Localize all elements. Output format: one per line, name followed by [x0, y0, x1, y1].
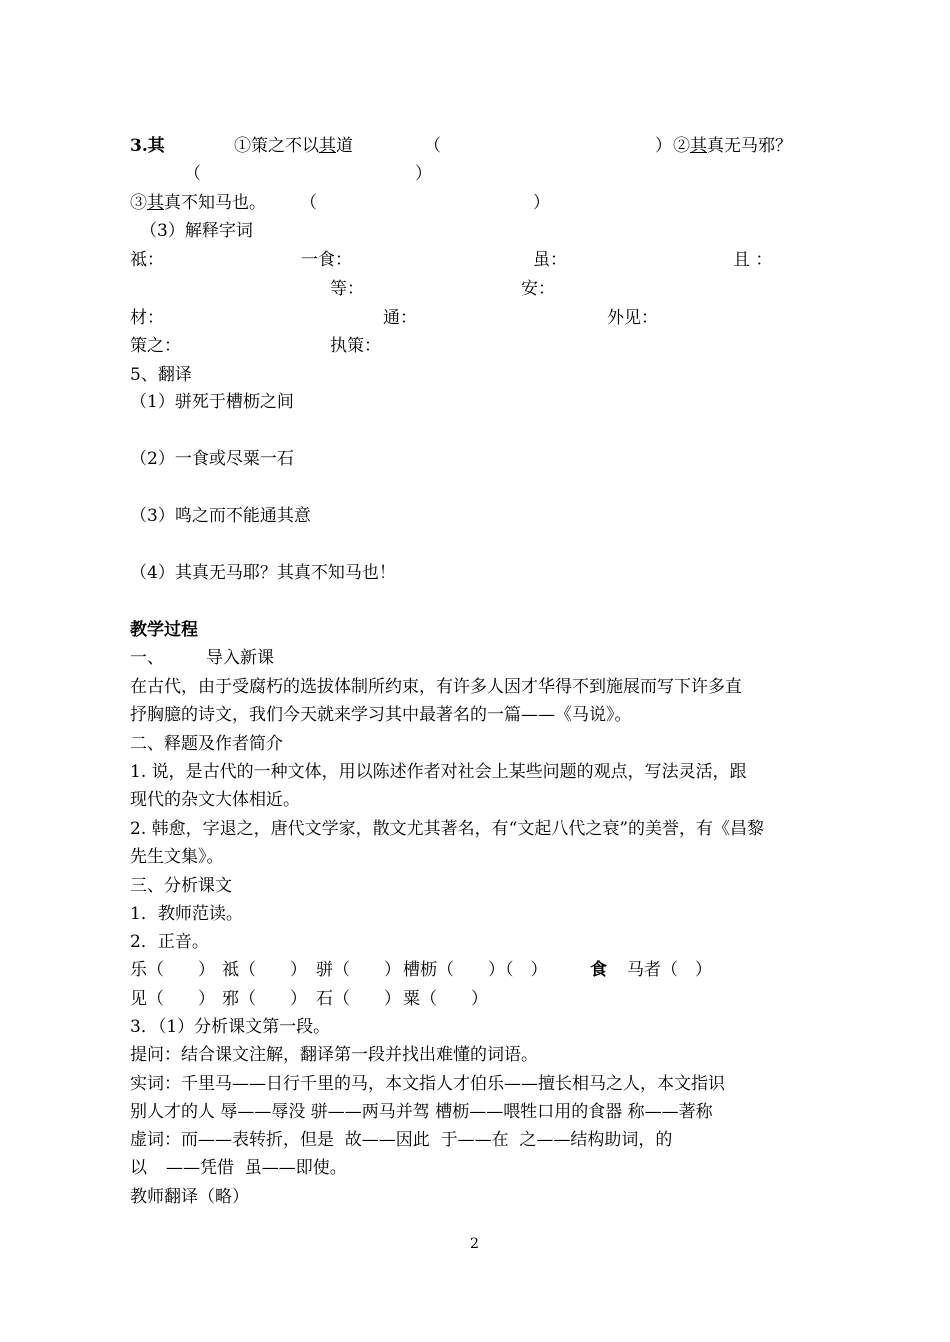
q3-item2 — [673, 135, 792, 157]
explain-word: 一食： — [301, 250, 352, 270]
question-line: 提问：结合课文注解，翻译第一段并找出难懂的词语。 — [130, 1045, 538, 1065]
q3-num: 3. — [130, 136, 148, 156]
translate-item: （1）骈死于槽枥之间 — [130, 392, 294, 412]
q3-item3-post: 真不知马也。 — [164, 193, 266, 213]
explain-word: 外见： — [607, 308, 658, 328]
q3-paren3-open: （ — [300, 193, 317, 213]
pron-item: 槽枥（ ）（ ） — [403, 960, 548, 980]
pron-item: 邪（ ） — [222, 989, 307, 1009]
teacher-translation: 教师翻译（略） — [130, 1187, 249, 1207]
q3-item1 — [234, 135, 353, 157]
explain-heading: （3）解释字词 — [140, 221, 253, 241]
translate-item: （2）一食或尽粟一石 — [130, 449, 294, 469]
process-heading: 教学过程 — [130, 620, 198, 640]
pron-bold-char: 食 — [590, 960, 607, 980]
step-item: 2．正音。 — [130, 932, 209, 952]
explain-word: 等： — [330, 279, 364, 299]
q3-item3 — [130, 192, 266, 214]
section1-number: 一、 — [130, 648, 164, 668]
pron-item: 骈（ ） — [316, 960, 401, 980]
function-words-prefix: 以 — [130, 1158, 147, 1178]
q3-item2-pre: ② — [673, 136, 690, 156]
q3-paren1-open: （ — [424, 136, 441, 156]
pron-item: 马者（ ） — [627, 960, 712, 980]
section2-paragraph-line: 1. 说，是古代的一种文体，用以陈述作者对社会上某些问题的观点，写法灵活，跟 — [130, 762, 747, 782]
content-words-line: 别人才的人 辱——辱没 骈——两马并驾 槽枥——喂牲口用的食器 称——著称 — [130, 1102, 713, 1122]
explain-word: 安： — [521, 279, 555, 299]
explain-word: 材： — [130, 308, 164, 328]
section1-title: 导入新课 — [206, 648, 274, 668]
explain-word: 执策： — [330, 336, 381, 356]
pron-item: 石（ ） — [316, 989, 401, 1009]
function-words-line: ——凭借 虽——即使。 — [166, 1158, 347, 1178]
q3-item1-post: 道 — [336, 136, 353, 156]
explain-word: 通： — [383, 308, 417, 328]
explain-word: 虽： — [533, 250, 567, 270]
explain-word: 策之： — [130, 336, 181, 356]
function-words-line: 虚词：而——表转折，但是 故——因此 于——在 之——结构助词，的 — [130, 1130, 673, 1150]
content-words-line: 实词：千里马——日行千里的马，本文指人才伯乐——擅长相马之人，本文指识 — [130, 1074, 725, 1094]
section2-paragraph-line: 现代的杂文大体相近。 — [130, 790, 300, 810]
translate-item: （3）鸣之而不能通其意 — [130, 506, 311, 526]
q3-item2-underlined: 其 — [690, 136, 707, 156]
q3-char: 其 — [147, 136, 165, 156]
q3-paren2-open: （ — [184, 164, 201, 184]
pron-item: 粟（ ） — [403, 989, 488, 1009]
translate-item: （4）其真无马耶？其真不知马也！ — [130, 563, 396, 583]
q3-item1-pre: ①策之不以 — [234, 136, 319, 156]
q3-paren1-close: ） — [655, 136, 672, 156]
section3-title: 三、分析课文 — [130, 876, 232, 896]
q3-item2-post: 真无马邪？ — [707, 136, 792, 156]
step-item: 3．（1）分析课文第一段。 — [130, 1017, 331, 1037]
q3-paren2-close: ） — [415, 164, 432, 184]
step-item: 1．教师范读。 — [130, 904, 243, 924]
q3-number — [130, 135, 165, 157]
explain-word: 且 ： — [733, 250, 773, 270]
q3-paren3-close: ） — [533, 193, 550, 213]
q3-item3-underlined: 其 — [147, 193, 164, 213]
pron-item: 见（ ） — [130, 989, 215, 1009]
section2-title: 二、释题及作者简介 — [130, 734, 283, 754]
q3-item1-underlined: 其 — [319, 136, 336, 156]
section2-paragraph-line: 先生文集》。 — [130, 847, 224, 867]
explain-word: 祗： — [130, 250, 164, 270]
intro-paragraph-line: 抒胸臆的诗文，我们今天就来学习其中最著名的一篇——《马说》。 — [130, 705, 632, 725]
q3-item3-pre: ③ — [130, 193, 147, 213]
pron-item: 祗（ ） — [222, 960, 307, 980]
intro-paragraph-line: 在古代，由于受腐朽的选拔体制所约束，有许多人因才华得不到施展而写下许多直 — [130, 677, 742, 697]
pron-item: 乐（ ） — [130, 960, 215, 980]
section2-paragraph-line: 2. 韩愈，字退之，唐代文学家，散文尤其著名，有“文起八代之衰”的美誉，有《昌黎 — [130, 819, 765, 839]
translate-heading: 5、翻译 — [130, 365, 192, 385]
page-number: 2 — [470, 1236, 479, 1252]
